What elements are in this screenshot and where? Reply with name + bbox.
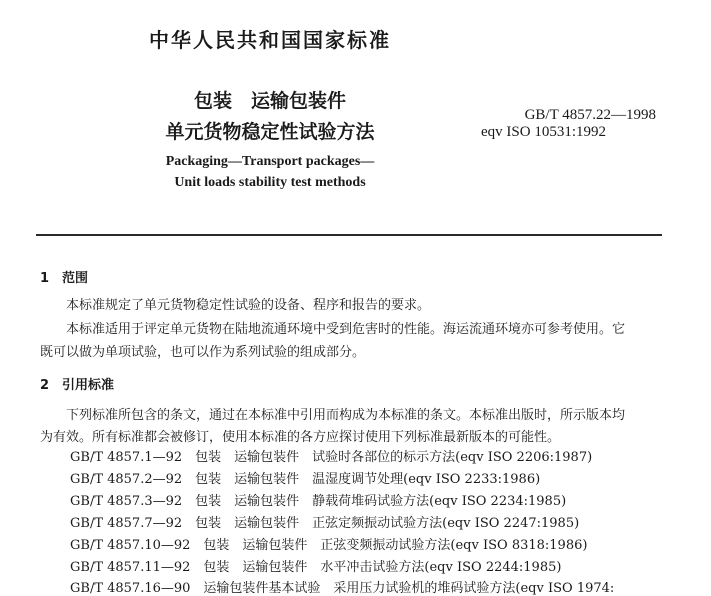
- reference-item: GB/T 4857.2—92 包装 运输包装件 温湿度调节处理(eqv ISO 2233:1986): [70, 472, 541, 487]
- equivalent-standard: eqv ISO 10531:1992: [481, 124, 606, 140]
- national-standard-heading: 中华人民共和国国家标准: [149, 28, 391, 52]
- reference-item: GB/T 4857.11—92 包装 运输包装件 水平冲击试验方法(eqv ISO 2244:1985): [70, 560, 562, 575]
- references-intro-line2: 为有效。所有标准都会被修订，使用本标准的各方应探讨使用下列标准最新版本的可能性。: [40, 430, 561, 445]
- section-heading-scope: 1 范围: [40, 271, 89, 286]
- title-english-line1: Packaging—Transport packages—: [165, 154, 375, 169]
- reference-item: GB/T 4857.1—92 包装 运输包装件 试验时各部位的标示方法(eqv ISO 2206:1987): [70, 450, 593, 465]
- title-english-line2: Unit loads stability test methods: [174, 175, 366, 190]
- section-heading-references: 2 引用标准: [40, 378, 115, 393]
- scope-paragraph-2-line2: 既可以做为单项试验，也可以作为系列试验的组成部分。: [40, 345, 366, 360]
- reference-item: GB/T 4857.3—92 包装 运输包装件 静载荷堆码试验方法(eqv ISO 2234:1985): [70, 494, 567, 509]
- scope-paragraph-1: 本标准规定了单元货物稳定性试验的设备、程序和报告的要求。: [66, 298, 431, 313]
- header-divider: [36, 234, 662, 236]
- reference-item: GB/T 4857.16—90 运输包装件基本试验 采用压力试验机的堆码试验方法(eqv ISO 1974:: [70, 581, 615, 596]
- title-chinese-line1: 包装 运输包装件: [193, 90, 346, 112]
- scope-paragraph-2-line1: 本标准适用于评定单元货物在陆地流通环境中受到危害时的性能。海运流通环境亦可参考使用。它: [66, 322, 626, 337]
- references-intro-line1: 下列标准所包含的条文，通过在本标准中引用而构成为本标准的条文。本标准出版时，所示版本均: [66, 408, 626, 423]
- reference-item: GB/T 4857.7—92 包装 运输包装件 正弦定频振动试验方法(eqv ISO 2247:1985): [70, 516, 580, 531]
- standard-number: GB/T 4857.22—1998: [524, 107, 656, 123]
- reference-item: GB/T 4857.10—92 包装 运输包装件 正弦变频振动试验方法(eqv ISO 8318:1986): [70, 538, 588, 553]
- title-chinese-line2: 单元货物稳定性试验方法: [165, 121, 375, 143]
